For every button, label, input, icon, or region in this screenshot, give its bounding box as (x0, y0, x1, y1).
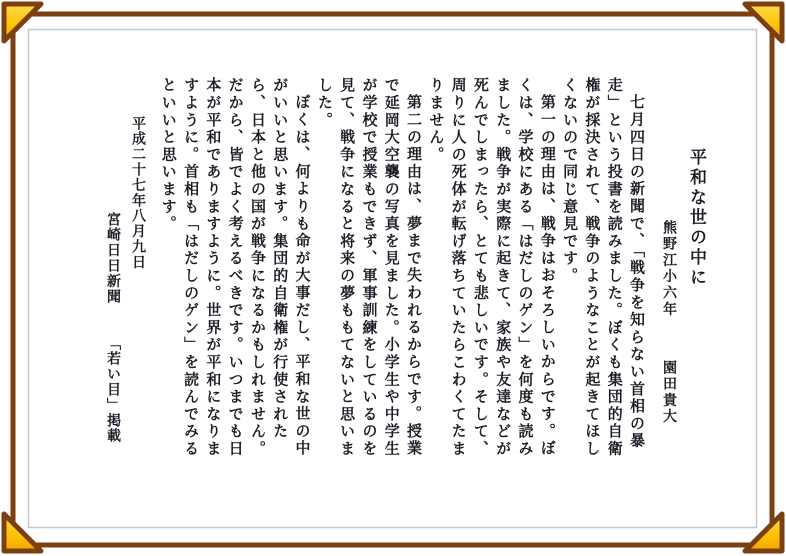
essay-paragraph: 第二の理由は、夢まで失われるからです。授業で延岡大空襲の写真を見ました。小学生や中学生が学校で授業もできず、軍事訓練をしているのを見て、戦争になると将来の夢ももてないと思いました。 (315, 77, 424, 458)
essay-body (143, 77, 648, 467)
publication-line (103, 212, 123, 444)
gold-corner-top-right (745, 4, 782, 41)
essay-author-column (659, 220, 679, 425)
publication-name: 宮崎日日新聞 (105, 212, 121, 305)
gold-corner-bottom-right (745, 514, 782, 551)
gold-corner-bottom-left (4, 514, 41, 551)
publication-column-note: 「若い目」掲載 (105, 336, 121, 445)
essay-paragraph: 七月四日の新聞で、「戦争を知らない首相の暴走」という投書を読みました。ぼくも集団的自衛権が採決されて、戦争のようなことが起きてほしくないので同じ意見です。 (561, 77, 646, 458)
gold-corner-top-left (4, 4, 41, 41)
essay-paragraph: 第一の理由は、戦争はおそろしいからです。ぼくは、学校にある「はだしのゲン」を何度も読みました。戦争が実際に起きて、家族や友達などが死んでしまったら、とても悲しいです。そして、周りに人の死体が転げ落ちていたらこわくてたまりません。 (427, 77, 557, 458)
essay-title: 平和な世の中に (686, 148, 706, 288)
author-name: 園田貴大 (661, 359, 677, 426)
author-school-grade: 熊野江小六年 (661, 220, 677, 318)
essay-paragraph: ぼくは、何よりも命が大事だし、平和な世の中がいいと思います。集団的自衛権が行使されたら、日本と他の国が戦争になるかもしれません。だから、皆でよく考えるべきです。いつまでも日本が平和でありますように。世界が平和になりますように。首相も「はだしのゲン」を読んでみるといいと思います。 (159, 77, 312, 458)
publication-date: 平成二十七年八月九日 (130, 116, 146, 270)
